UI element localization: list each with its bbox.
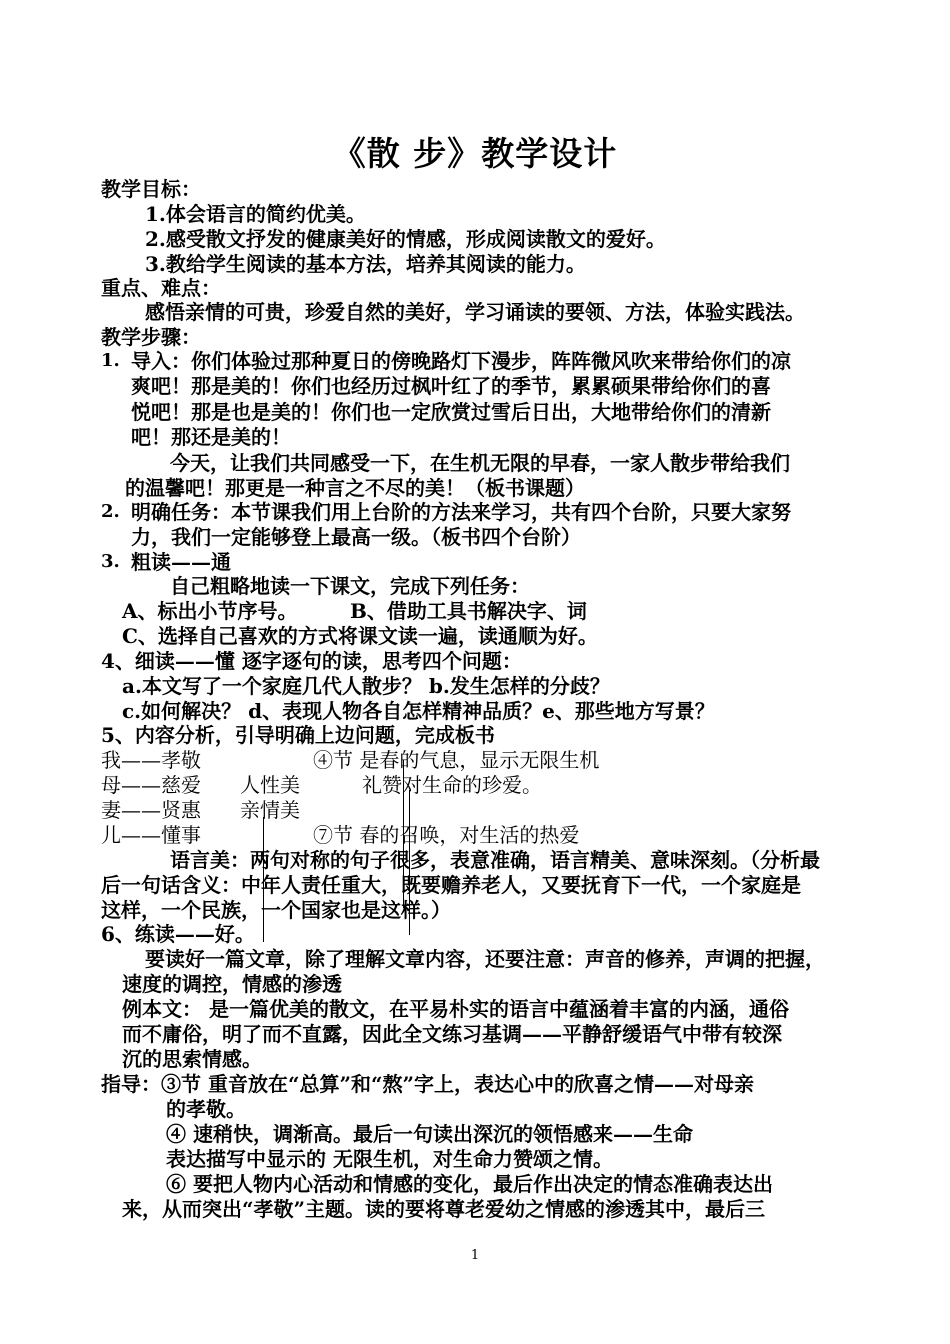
step6-line: 例本文： 是一篇优美的散文，在平易朴实的语言中蕴涵着丰富的内涵，通俗 xyxy=(122,997,789,1021)
board-entry: ⑦节 春的召唤，对生活的热爱 xyxy=(313,823,580,847)
step4-question: a.本文写了一个家庭几代人散步？ b.发生怎样的分歧？ xyxy=(122,674,610,698)
board-entry: 我——孝敬 xyxy=(101,748,201,772)
language-line: 语言美：两句对称的句子很多，表意准确，语言精美、意味深刻。（分析最 xyxy=(170,848,820,872)
step1-line: 今天，让我们共同感受一下，在生机无限的早春，一家人散步带给我们 xyxy=(170,451,790,475)
steps-heading: 教学步骤： xyxy=(101,325,201,349)
step-number: 3. xyxy=(101,551,120,572)
document-title: 《散 步》教学设计 xyxy=(332,134,618,173)
step5-heading: 5、内容分析，引导明确上边问题，完成板书 xyxy=(101,723,495,747)
step1-line: 吧！那还是美的！ xyxy=(131,425,291,449)
step4-heading: 4、细读——懂 逐字逐句的读，思考四个问题： xyxy=(101,649,522,673)
keypoints-text: 感悟亲情的可贵，珍爱自然的美好，学习诵读的要领、方法，体验实践法。 xyxy=(145,300,805,324)
step1-line: 导入：你们体验过那种夏日的傍晚路灯下漫步，阵阵微风吹来带给你们的凉 xyxy=(131,349,791,373)
step4-question: c.如何解决？ d、表现人物各自怎样精神品质？e、那些地方写景？ xyxy=(122,699,715,723)
step3-heading: 粗读——通 xyxy=(131,550,231,574)
guidance-line: ④ 速稍快，调渐高。最后一句读出深沉的领悟感来——生命 xyxy=(166,1122,693,1146)
board-entry: 亲情美 xyxy=(240,798,300,822)
board-entry: 母——慈爱 xyxy=(101,773,201,797)
objectives-heading: 教学目标： xyxy=(101,177,201,201)
objective-item: 2.感受散文抒发的健康美好的情感，形成阅读散文的爱好。 xyxy=(145,227,666,251)
step-number: 1. xyxy=(101,350,120,371)
language-line: 这样，一个民族，一个国家也是这样。） xyxy=(101,898,451,922)
step3-task-a: A、标出小节序号。 xyxy=(122,599,298,623)
step2-line: 力，我们一定能够登上最高一级。（板书四个台阶） xyxy=(131,525,581,549)
step3-task-c: C、选择自己喜欢的方式将课文读一遍，读通顺为好。 xyxy=(122,624,598,648)
objective-item: 3.教给学生阅读的基本方法，培养其阅读的能力。 xyxy=(145,252,586,276)
step3-intro: 自己粗略地读一下课文，完成下列任务： xyxy=(170,574,530,598)
guidance-line: 表达描写中显示的 无限生机，对生命力赞颂之情。 xyxy=(166,1147,613,1171)
board-entry: 儿——懂事 xyxy=(101,823,201,847)
step6-line: 沉的思索情感。 xyxy=(122,1047,262,1071)
board-entry: 妻——贤惠 xyxy=(101,798,201,822)
step3-task-b: B、借助工具书解决字、词 xyxy=(350,599,587,623)
step1-line: 爽吧！那是美的！你们也经历过枫叶红了的季节，累累硕果带给你们的喜 xyxy=(131,374,771,398)
board-entry: 人性美 xyxy=(240,773,300,797)
guidance-line: 指导：③节 重音放在“总算”和“熬”字上，表达心中的欣喜之情——对母亲 xyxy=(101,1072,754,1096)
board-entry: 礼赞对生命的珍爱。 xyxy=(362,773,542,797)
step6-line: 而不庸俗，明了而不直露，因此全文练习基调——平静舒缓语气中带有较深 xyxy=(122,1022,782,1046)
step6-line: 速度的调控，情感的渗透 xyxy=(122,972,342,996)
step-number: 2. xyxy=(101,501,120,522)
step6-heading: 6、练读——好。 xyxy=(101,922,255,946)
page-number: 1 xyxy=(470,1248,480,1263)
keypoints-heading: 重点、难点： xyxy=(101,276,221,300)
step2-line: 明确任务：本节课我们用上台阶的方法来学习，共有四个台阶，只要大家努 xyxy=(131,500,791,524)
step1-line: 的温馨吧！那更是一种言之不尽的美！（板书课题） xyxy=(125,476,585,500)
board-entry: ④节 是春的气息，显示无限生机 xyxy=(313,748,600,772)
step1-line: 悦吧！那是也是美的！你们也一定欣赏过雪后日出，大地带给你们的清新 xyxy=(131,400,771,424)
language-line: 后一句话含义：中年人责任重大，既要赡养老人，又要抚育下一代，一个家庭是 xyxy=(101,873,801,897)
step6-line: 要读好一篇文章，除了理解文章内容，还要注意：声音的修养，声调的把握， xyxy=(145,947,825,971)
guidance-line: 来，从而突出“孝敬”主题。读的要将尊老爱幼之情感的渗透其中，最后三 xyxy=(122,1197,766,1221)
objective-item: 1.体会语言的简约优美。 xyxy=(145,202,366,226)
guidance-line: ⑥ 要把人物内心活动和情感的变化，最后作出决定的情态准确表达出 xyxy=(166,1172,773,1196)
guidance-line: 的孝敬。 xyxy=(166,1097,246,1121)
